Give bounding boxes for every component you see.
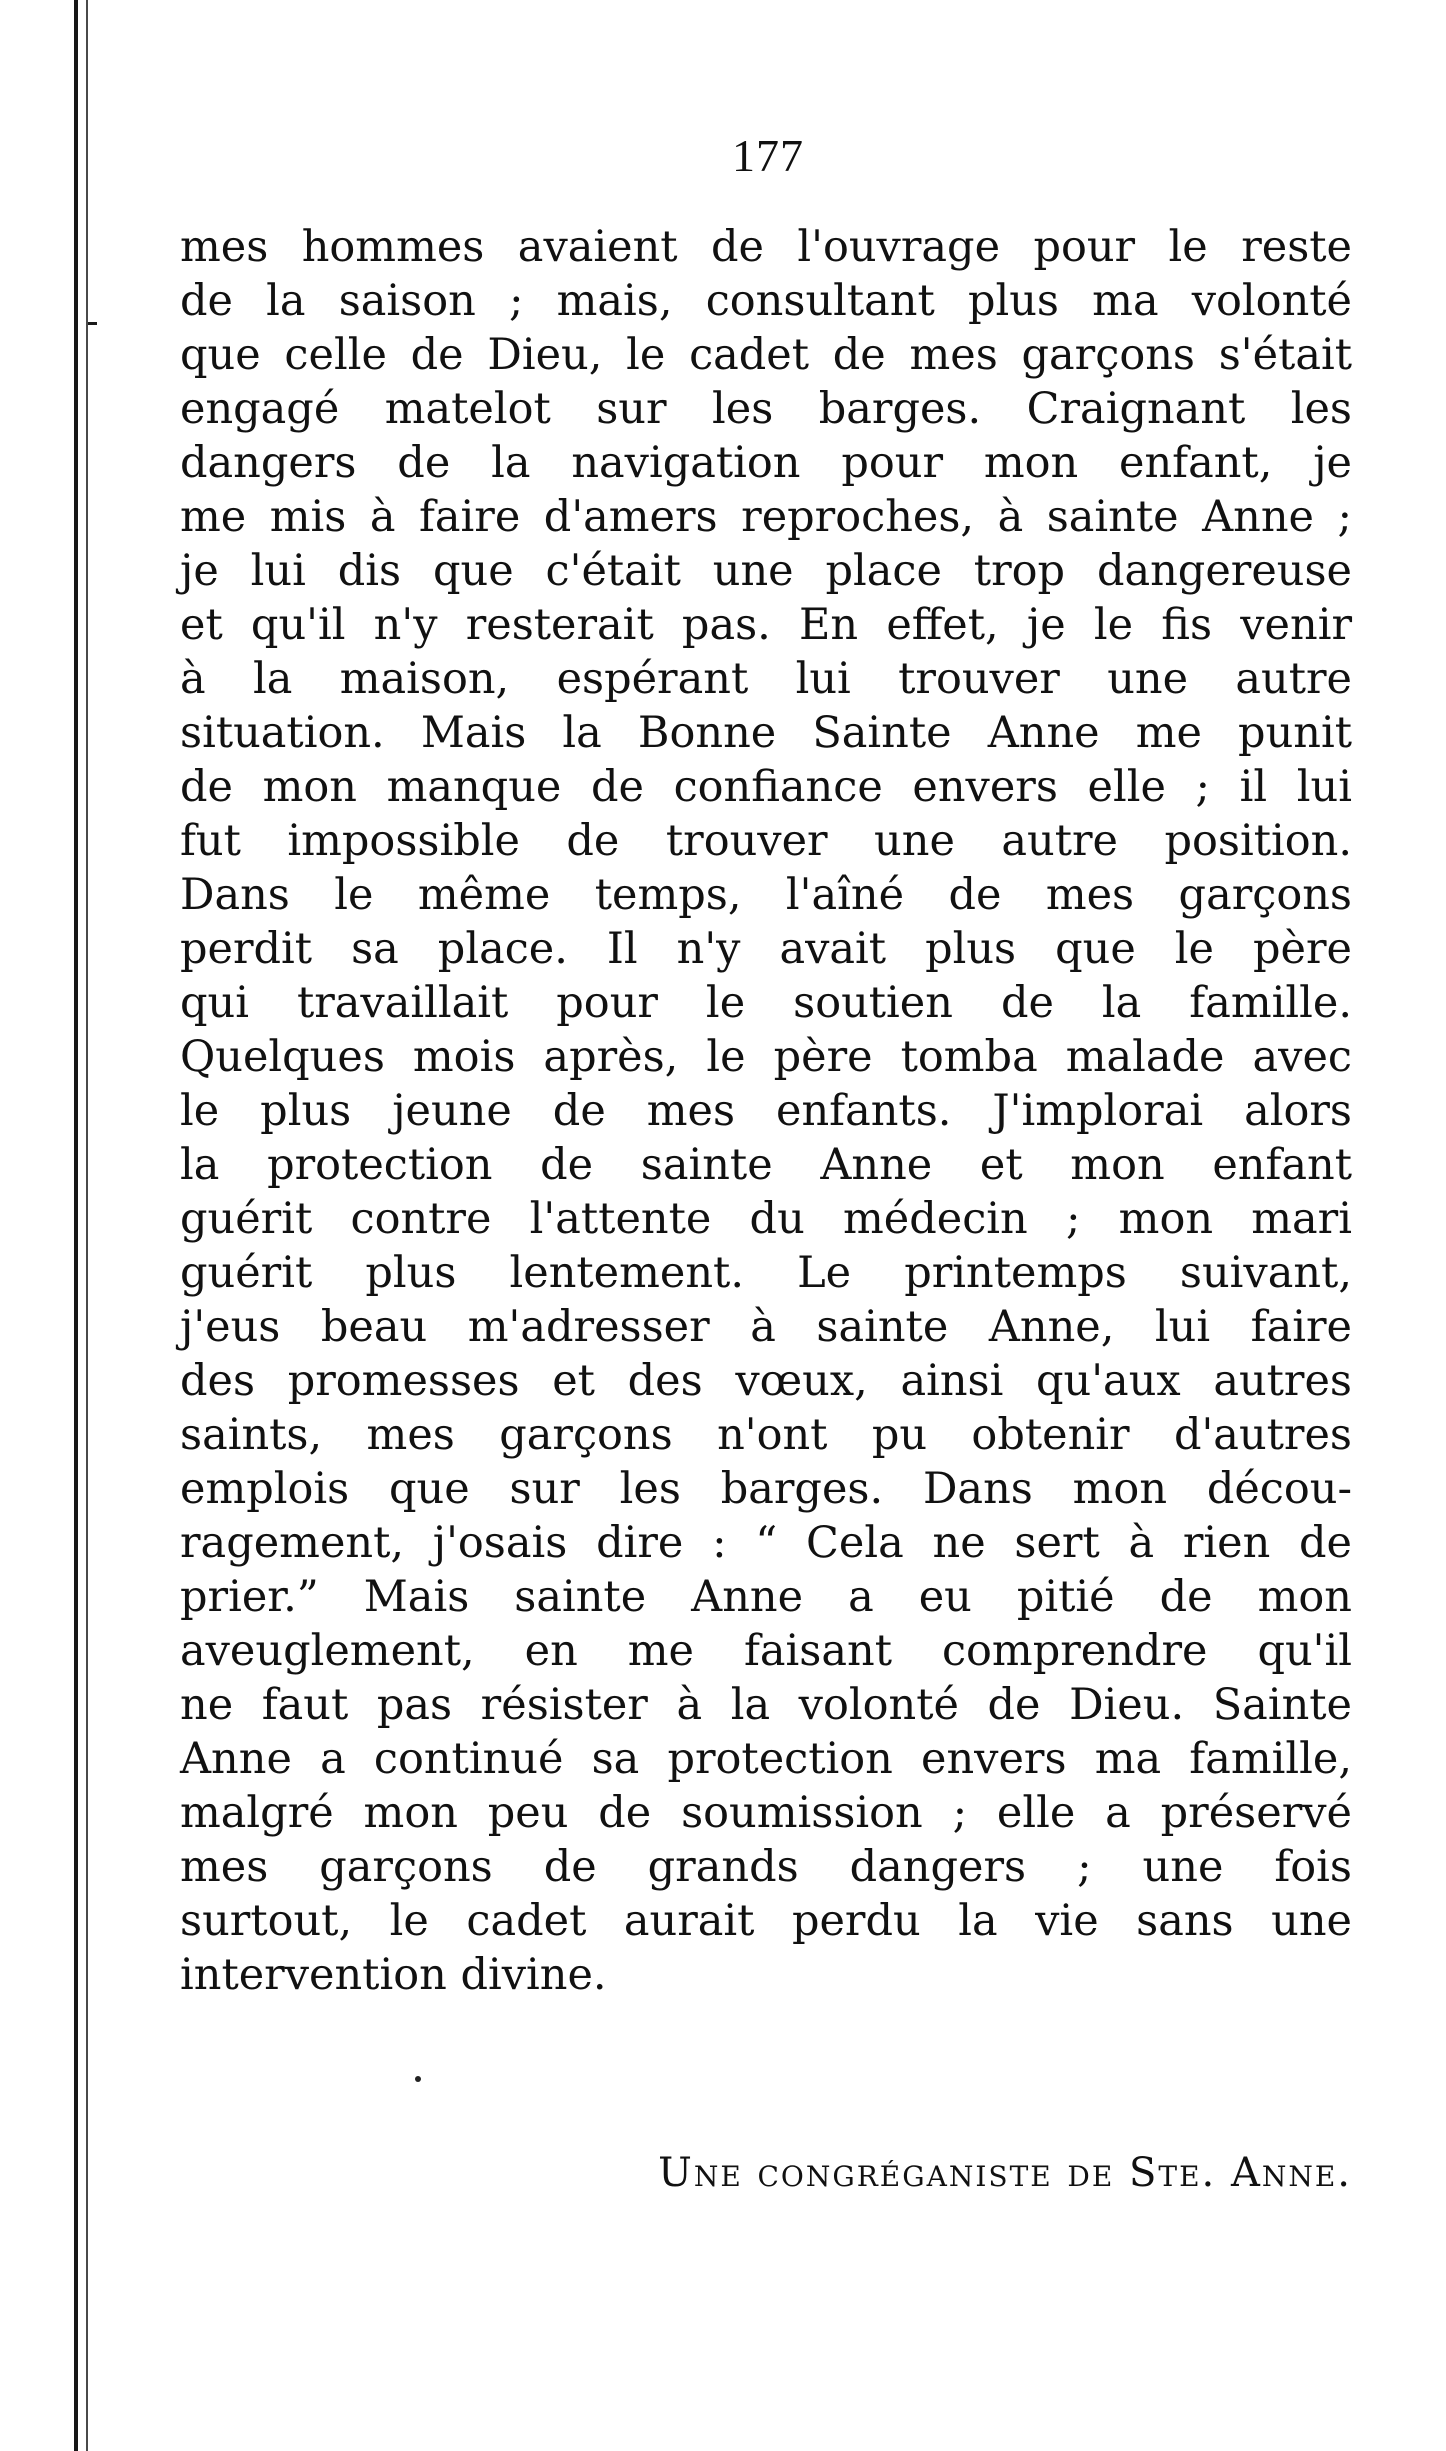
- text-line: perdit sa place. Il n'y avait plus que le père: [180, 924, 1352, 974]
- ink-speck: [415, 2076, 421, 2082]
- margin-mark: [88, 322, 97, 325]
- text-line: ragement, j'osais dire : “ Cela ne sert à rien de: [180, 1518, 1352, 1568]
- text-line: Quelques mois après, le père tomba malade avec: [180, 1032, 1352, 1082]
- text-line: situation. Mais la Bonne Sainte Anne me punit: [180, 708, 1352, 758]
- text-line: qui travaillait pour le soutien de la famille.: [180, 978, 1352, 1028]
- text-line: mes garçons de grands dangers ; une fois: [180, 1842, 1352, 1892]
- text-line: saints, mes garçons n'ont pu obtenir d'autres: [180, 1410, 1352, 1460]
- text-line: me mis à faire d'amers reproches, à sainte Anne ;: [180, 492, 1352, 542]
- text-line: Anne a continué sa protection envers ma famille,: [180, 1734, 1352, 1784]
- text-line: à la maison, espérant lui trouver une autre: [180, 654, 1352, 704]
- text-line: mes hommes avaient de l'ouvrage pour le reste: [180, 222, 1352, 272]
- text-line: que celle de Dieu, le cadet de mes garçons s'était: [180, 330, 1352, 380]
- signature: Une congréganiste de Ste. Anne.: [658, 2150, 1352, 2196]
- page-number: 177: [732, 130, 804, 181]
- text-line: guérit contre l'attente du médecin ; mon mari: [180, 1194, 1352, 1244]
- text-line: prier.” Mais sainte Anne a eu pitié de mon: [180, 1572, 1352, 1622]
- text-line: fut impossible de trouver une autre position.: [180, 816, 1352, 866]
- text-line: de mon manque de confiance envers elle ; il lui: [180, 762, 1352, 812]
- text-line: dangers de la navigation pour mon enfant, je: [180, 438, 1352, 488]
- text-line: et qu'il n'y resterait pas. En effet, je le fis venir: [180, 600, 1352, 650]
- text-line-last: intervention divine.: [180, 1950, 607, 2000]
- text-line: ne faut pas résister à la volonté de Dieu. Sainte: [180, 1680, 1352, 1730]
- text-line: engagé matelot sur les barges. Craignant les: [180, 384, 1352, 434]
- text-line: je lui dis que c'était une place trop dangereuse: [180, 546, 1352, 596]
- text-line: j'eus beau m'adresser à sainte Anne, lui faire: [180, 1302, 1352, 1352]
- text-line: emplois que sur les barges. Dans mon décou-: [180, 1464, 1352, 1514]
- binding-rule-inner: [86, 0, 88, 2451]
- text-line: Dans le même temps, l'aîné de mes garçons: [180, 870, 1352, 920]
- text-line: des promesses et des vœux, ainsi qu'aux autres: [180, 1356, 1352, 1406]
- body-paragraph: [180, 220, 1352, 2002]
- binding-rule: [74, 0, 78, 2451]
- text-line: surtout, le cadet aurait perdu la vie sans une: [180, 1896, 1352, 1946]
- text-line: guérit plus lentement. Le printemps suivant,: [180, 1248, 1352, 1298]
- text-line: de la saison ; mais, consultant plus ma volonté: [180, 276, 1352, 326]
- text-line: la protection de sainte Anne et mon enfant: [180, 1140, 1352, 1190]
- text-line: malgré mon peu de soumission ; elle a préservé: [180, 1788, 1352, 1838]
- text-line: le plus jeune de mes enfants. J'implorai alors: [180, 1086, 1352, 1136]
- text-line: aveuglement, en me faisant comprendre qu'il: [180, 1626, 1352, 1676]
